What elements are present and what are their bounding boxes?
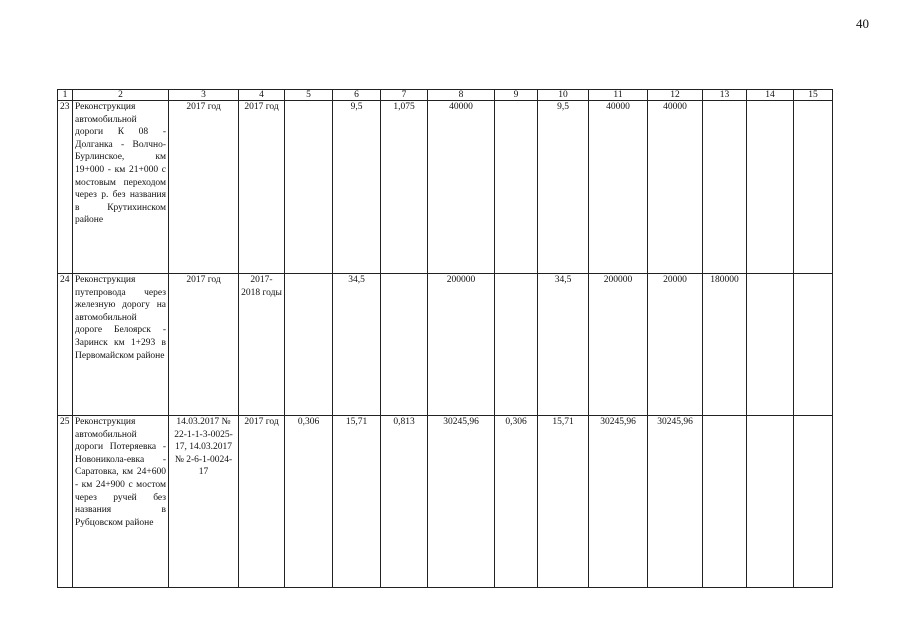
table-cell (495, 274, 538, 416)
header-cell: 9 (495, 90, 538, 101)
table-cell: 200000 (589, 274, 648, 416)
table-cell: 1,075 (381, 101, 428, 274)
project-description: Реконструкция автомобильной дороги К 08 - Долганка - Волчно-Бурлинское, км 19+000 - км 21+000 с мостовым переходом через р. без названия в Крутихинском районе (73, 101, 169, 274)
table-cell: 30245,96 (589, 416, 648, 588)
header-row (58, 90, 833, 101)
table-cell: 34,5 (333, 274, 381, 416)
table-cell: 9,5 (333, 101, 381, 274)
table-cell: 200000 (428, 274, 495, 416)
table-cell (285, 101, 333, 274)
table-cell: 2017 год (169, 274, 239, 416)
table-cell: 0,306 (495, 416, 538, 588)
row-number: 24 (58, 274, 73, 416)
row-number: 25 (58, 416, 73, 588)
table-cell (285, 274, 333, 416)
table-cell: 180000 (703, 274, 747, 416)
table-cell: 2017 год (169, 101, 239, 274)
header-cell: 8 (428, 90, 495, 101)
table-row (58, 101, 833, 274)
header-cell: 13 (703, 90, 747, 101)
table-row (58, 274, 833, 416)
table-cell: 40000 (589, 101, 648, 274)
table-cell: 2017-2018 годы (239, 274, 285, 416)
table-cell: 30245,96 (648, 416, 703, 588)
table-cell (703, 416, 747, 588)
table-cell: 40000 (428, 101, 495, 274)
row-number: 23 (58, 101, 73, 274)
header-cell: 14 (747, 90, 794, 101)
table-cell (747, 274, 794, 416)
table-cell (794, 101, 833, 274)
table-cell: 30245,96 (428, 416, 495, 588)
table-row (58, 416, 833, 588)
data-table (57, 89, 833, 588)
table-cell: 0,813 (381, 416, 428, 588)
header-cell: 12 (648, 90, 703, 101)
table-cell (381, 274, 428, 416)
header-cell: 4 (239, 90, 285, 101)
header-cell: 11 (589, 90, 648, 101)
table-cell: 40000 (648, 101, 703, 274)
header-cell: 2 (73, 90, 169, 101)
table-cell: 15,71 (538, 416, 589, 588)
table-cell (495, 101, 538, 274)
header-cell: 7 (381, 90, 428, 101)
page-number: 40 (856, 16, 869, 31)
table-cell (794, 416, 833, 588)
header-cell: 6 (333, 90, 381, 101)
header-cell: 1 (58, 90, 73, 101)
project-description: Реконструкция автомобильной дороги Потеряевка - Новоникола-евка - Саратовка, км 24+600 - км 24+900 с мостом через ручей без названия в Рубцовском районе (73, 416, 169, 588)
table-cell (747, 101, 794, 274)
table-cell (703, 101, 747, 274)
table-cell (747, 416, 794, 588)
header-cell: 5 (285, 90, 333, 101)
table-cell: 9,5 (538, 101, 589, 274)
header-cell: 15 (794, 90, 833, 101)
table-cell: 14.03.2017 № 22-1-1-3-0025-17, 14.03.2017 № 2-6-1-0024-17 (169, 416, 239, 588)
table-cell: 0,306 (285, 416, 333, 588)
table-cell: 2017 год (239, 416, 285, 588)
header-cell: 10 (538, 90, 589, 101)
table-cell: 34,5 (538, 274, 589, 416)
header-cell: 3 (169, 90, 239, 101)
table-cell: 2017 год (239, 101, 285, 274)
table-cell: 20000 (648, 274, 703, 416)
table-cell (794, 274, 833, 416)
project-description: Реконструкция путепровода через железную дорогу на автомобильной дороге Белоярск - Заринск км 1+293 в Первомайском районе (73, 274, 169, 416)
table-cell: 15,71 (333, 416, 381, 588)
